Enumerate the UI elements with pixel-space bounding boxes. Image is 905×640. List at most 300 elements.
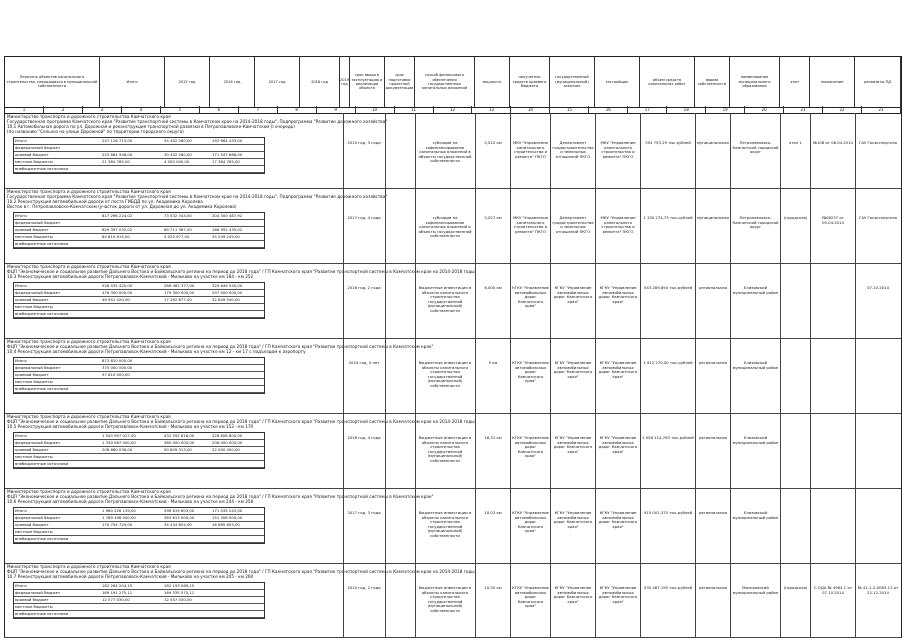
- finance-row: [14, 290, 264, 297]
- column-rule: [695, 563, 696, 637]
- finance-label: федеральный бюджет: [15, 440, 61, 445]
- table-header: [4, 56, 902, 108]
- cell-recipient: КГКУ "Управление автомобильных дорог Камчатского края": [512, 286, 549, 309]
- column-rule: [780, 338, 781, 413]
- cell-pd: ГАУ Госэкспертиза: [859, 141, 897, 145]
- section-heading-line: Министерство транспорта и дорожного строительства Камчатского края: [7, 189, 171, 194]
- column-number: 13: [472, 106, 511, 113]
- finance-total: 208 860 036,00: [102, 447, 133, 452]
- column-rule: [730, 488, 731, 563]
- column-rule: [385, 188, 386, 263]
- cell-power: 10,03 км: [484, 511, 502, 515]
- column-rule: [780, 413, 781, 488]
- column-rule: [695, 263, 696, 338]
- finance-2015: 12 557 030,00: [164, 597, 192, 602]
- finance-label: краевой бюджет: [15, 372, 49, 377]
- cell-builder: КГКУ "Управление автомобильных дорог Камчатского края": [598, 361, 638, 379]
- finance-2016: 329 849 540,00: [212, 283, 243, 288]
- finance-row: [14, 536, 264, 543]
- cell-stage: [782, 286, 809, 336]
- finance-2016: 151 306 500,00: [212, 515, 243, 520]
- header-cell: мощность: [475, 57, 510, 107]
- finance-row: [14, 447, 264, 454]
- header-cell: этап: [780, 57, 810, 107]
- header-cell: реквизиты ПД: [855, 57, 901, 107]
- cell-recipient: КГКУ "Управление автомобильных дорог Камчатского края": [512, 511, 549, 534]
- column-rule: [475, 488, 476, 563]
- finance-row: [14, 365, 264, 372]
- column-rule: [595, 338, 596, 413]
- finance-total: 225 664 948,00: [102, 152, 133, 157]
- column-rule: [855, 188, 856, 263]
- finance-label: федеральный бюджет: [15, 365, 61, 370]
- cell-municipality: Петропавловск-Камчатский городской округ: [732, 216, 779, 230]
- cell-customer: Департамент градостроительства и земельных отношений ПКГО: [552, 141, 594, 159]
- finance-label: краевой бюджет: [15, 597, 49, 602]
- finance-2015: 286 462 377,00: [164, 283, 195, 288]
- column-rule: [730, 563, 731, 637]
- finance-2016: 32 849 540,00: [212, 297, 240, 302]
- column-rule: [855, 338, 856, 413]
- cell-term: 2019 год, 5 лет: [348, 361, 380, 365]
- cell-ownership: региональная: [698, 361, 728, 365]
- column-number: 5: [161, 106, 200, 113]
- column-rule: [810, 188, 811, 263]
- finance-row: [14, 304, 264, 311]
- finance-row: [14, 583, 264, 590]
- column-rule: [780, 563, 781, 637]
- finance-total: 817 296 224,02: [102, 213, 133, 218]
- cell-stage: [782, 436, 809, 486]
- cell-pd: № 41-1-2-0063-13 от 22.12.2014: [857, 586, 899, 595]
- finance-label: внебюджетные источники: [15, 166, 69, 171]
- column-rule: [855, 413, 856, 488]
- finance-2015: 169 335 575,11: [164, 590, 195, 595]
- finance-row: [14, 145, 264, 152]
- finance-row: [14, 508, 264, 515]
- finance-total: 182 264 204,15: [102, 583, 133, 588]
- finance-2016: 166 952 435,02: [212, 227, 243, 232]
- cell-builder: КГКУ "Управление автомобильных дорог Камчатского края": [598, 286, 638, 304]
- finance-table: [13, 212, 265, 249]
- column-rule: [730, 188, 731, 263]
- finance-row: [14, 604, 264, 611]
- finance-label: краевой бюджет: [15, 227, 49, 232]
- cell-ownership: муниципальная: [697, 141, 729, 145]
- cell-stage: этап 1: [789, 141, 802, 145]
- finance-2016: 171 035 243,00: [212, 508, 243, 513]
- finance-label: федеральный бюджет: [15, 515, 61, 520]
- column-rule: [385, 563, 386, 637]
- finance-row: [14, 297, 264, 304]
- header-cell: 2017 год: [255, 57, 300, 107]
- finance-row: [14, 590, 264, 597]
- section-heading-line: 10.1 Автомобильная дорога по ул. Дорожная и реконструкция транспортной развязки в Петропавловске-Камчатском (I очередь): [7, 124, 295, 129]
- column-rule: [510, 188, 511, 263]
- column-rule: [695, 113, 696, 188]
- section-heading-line: Восток в г. Петропавловске-Камчатском (участок дороги от ул. Дорожная до ул. Академика Королева): [7, 204, 237, 209]
- cell-term: 2016 год, 2 года: [347, 286, 381, 290]
- column-rule: [475, 113, 476, 188]
- column-rule: [640, 338, 641, 413]
- section-heading-line: 10.4 Реконструкция автомобильной дороги Петропавловск-Камчатский - Мильково на участке км 12 - км 17 с подъездом к аэропорту: [7, 349, 306, 354]
- finance-label: краевой бюджет: [15, 447, 49, 452]
- section-heading-line: ФЦП "Экономическое и социальное развитие Дальнего Востока и Байкальского региона на период до 2018 года" / ГП Камчатского края "Развитие транспортной системы в Камчатском крае": [7, 494, 434, 499]
- finance-label: Итого: [15, 583, 27, 588]
- column-rule: [640, 488, 641, 563]
- column-rule: [855, 113, 856, 188]
- finance-2016: 171 547 668,00: [212, 152, 243, 157]
- cell-term: 2017 год, 3 года: [347, 511, 381, 515]
- column-rule: [730, 263, 731, 338]
- cell-term: 2015 год, 3 года: [347, 141, 381, 145]
- finance-row: [14, 358, 264, 365]
- column-rule: [385, 413, 386, 488]
- finance-row: [14, 386, 264, 393]
- finance-2016: 22 000 000,00: [212, 447, 240, 452]
- cell-builder: КГКУ "Управление автомобильных дорог Камчатского края": [598, 436, 638, 454]
- section-heading-line: ФЦП "Экономическое и социальное развитие Дальнего Востока и Байкальского региона на период до 2018 года" / ГП Камчатского края "Развитие транспортной системы в Камчатском крае на 2014-2018 годы": [7, 269, 477, 274]
- column-number: 6: [200, 106, 239, 113]
- finance-row: [14, 166, 264, 173]
- column-rule: [415, 338, 416, 413]
- column-number: 11: [395, 106, 434, 113]
- section-heading-line: ФЦП "Экономическое и социальное развитие Дальнего Востока и Байкальского региона на период до 2018 года" / ГП Камчатского края "Развитие транспортной системы в Камчатском крае": [7, 344, 434, 349]
- finance-label: внебюджетные источники: [15, 461, 69, 466]
- cell-pd: ГАУ Госэкспертиза: [859, 216, 897, 220]
- finance-label: Итого: [15, 433, 27, 438]
- column-rule: [343, 488, 344, 563]
- section-heading-line: Государственная программа Камчатского края "Развитие транспортной системы в Камчатском крае на 2014-2018 годы", Подпрограмма "Развитие дорожного хозяйства": [7, 119, 388, 124]
- finance-total: 872 810 000,00: [102, 358, 133, 363]
- header-cell: способ финансового обеспечения государственных капитальных вложений: [415, 57, 475, 107]
- cell-capital: 1 056 114,763 тыс.рублей: [642, 436, 694, 440]
- finance-2015: 179 300 000,00: [164, 290, 195, 295]
- column-number: 14: [511, 106, 550, 113]
- column-number: 4: [122, 106, 161, 113]
- cell-stage: [782, 511, 809, 561]
- header-cell: застройщик: [595, 57, 640, 107]
- section-heading-line: Министерство транспорта и дорожного строительства Камчатского края: [7, 114, 171, 119]
- finance-row: [14, 515, 264, 522]
- finance-2016: 204 300 487,92: [212, 213, 243, 218]
- column-rule: [510, 263, 511, 338]
- column-number: 23: [862, 106, 901, 113]
- column-rule: [810, 413, 811, 488]
- column-number: 12: [434, 106, 473, 113]
- column-rule: [550, 563, 551, 637]
- finance-2015: 50 809 313,00: [164, 447, 192, 452]
- column-rule: [855, 563, 856, 637]
- finance-row: [14, 461, 264, 468]
- project-section: [4, 413, 902, 489]
- header-cell: 2019 год: [340, 57, 350, 107]
- column-rule: [730, 338, 731, 413]
- column-rule: [595, 413, 596, 488]
- finance-row: [14, 597, 264, 604]
- cell-municipality: Петропавловск-Камчатский городской округ: [732, 141, 779, 155]
- cell-municipality: Елизовский муниципальный район: [732, 286, 779, 295]
- column-rule: [810, 263, 811, 338]
- finance-label: местные бюджеты: [15, 159, 53, 164]
- finance-2015: 54 452 280,00: [164, 138, 192, 143]
- finance-row: [14, 522, 264, 529]
- column-rule: [595, 188, 596, 263]
- column-number: 17: [628, 106, 667, 113]
- cell-power: 5,522 км: [484, 141, 502, 145]
- column-rule: [595, 263, 596, 338]
- finance-label: краевой бюджет: [15, 297, 49, 302]
- column-rule: [385, 338, 386, 413]
- cell-method: бюджетные инвестиции в объекты капитального строительства государственной (муниципальной) собственности: [418, 511, 472, 538]
- cell-method: бюджетные инвестиции в объекты капитального строительства государственной (муниципальной) собственности: [418, 361, 472, 388]
- finance-total: 1 789 496 000,00: [102, 515, 136, 520]
- finance-table: [13, 357, 265, 394]
- cell-builder: МКУ "Управление капитального строительства и ремонта" ПКГО: [600, 141, 636, 159]
- finance-row: [14, 379, 264, 386]
- column-rule: [343, 338, 344, 413]
- column-rule: [550, 488, 551, 563]
- finance-total: 49 951 420,00: [102, 297, 130, 302]
- cell-power: 10,50 км: [484, 586, 502, 590]
- column-rule: [730, 113, 731, 188]
- column-rule: [640, 188, 641, 263]
- finance-label: местные бюджеты: [15, 604, 53, 609]
- column-rule: [730, 413, 731, 488]
- cell-method: бюджетные инвестиции в объекты капитального строительства государственной (муниципальной) собственности: [418, 436, 472, 463]
- column-rule: [475, 263, 476, 338]
- finance-label: внебюджетные источники: [15, 536, 69, 541]
- finance-total: 1 540 957 027,00: [102, 433, 136, 438]
- finance-label: Итого: [15, 213, 27, 218]
- column-rule: [640, 413, 641, 488]
- cell-power: 5,027 км: [484, 216, 502, 220]
- finance-total: 629 397 032,02: [102, 227, 133, 232]
- finance-2015: 4 000 000,00: [164, 159, 190, 164]
- section-heading-line: Министерство транспорта и дорожного строительства Камчатского края: [7, 414, 171, 419]
- finance-label: внебюджетные источники: [15, 386, 69, 391]
- section-heading-line: Министерство транспорта и дорожного строительства Камчатского края: [7, 339, 171, 344]
- finance-label: федеральный бюджет: [15, 220, 61, 225]
- finance-table: [13, 432, 265, 469]
- project-section: [4, 263, 902, 339]
- finance-row: [14, 159, 264, 166]
- cell-method: субсидии на софинансирование капитальных вложений в объекты государственной собственности: [418, 141, 472, 164]
- finance-label: Итого: [15, 358, 27, 363]
- finance-label: внебюджетные источники: [15, 611, 69, 616]
- finance-row: [14, 283, 264, 290]
- column-rule: [780, 263, 781, 338]
- column-rule: [595, 488, 596, 563]
- column-number: 3: [83, 106, 122, 113]
- cell-power: 18,31 км: [484, 436, 502, 440]
- cell-ownership: региональная: [698, 286, 728, 290]
- cell-capital: 1 150 274,73 тыс.рублей: [643, 216, 693, 220]
- finance-label: местные бюджеты: [15, 379, 53, 384]
- finance-row: [14, 234, 264, 241]
- finance-label: местные бюджеты: [15, 454, 53, 459]
- column-number: 19: [706, 106, 745, 113]
- column-rule: [415, 488, 416, 563]
- finance-row: [14, 138, 264, 145]
- cell-recipient: КГКУ "Управление автомобильных дорог Камчатского края": [512, 586, 549, 609]
- project-section: [4, 488, 902, 564]
- column-number: 15: [550, 106, 589, 113]
- column-rule: [695, 413, 696, 488]
- finance-label: Итого: [15, 508, 27, 513]
- section-heading-line: 10.6 Реконструкция автомобильной дороги Петропавловск-Камчатский - Мильково на участке км 244 - км 258: [7, 499, 254, 504]
- column-number: 2: [44, 106, 83, 113]
- finance-total: 247 116 713,00: [102, 138, 133, 143]
- cell-capital: 543 289,894 тыс.рублей: [643, 286, 693, 290]
- project-section: [4, 113, 902, 189]
- cell-stage: (городская): [783, 216, 808, 220]
- header-cell: наименование муниципального образования: [730, 57, 780, 107]
- column-rule: [343, 188, 344, 263]
- cell-method: субсидии на софинансирование капитальных вложений в объекты государственной собственности: [418, 216, 472, 239]
- finance-row: [14, 433, 264, 440]
- cell-ownership: региональная: [698, 586, 728, 590]
- finance-2015: 30 452 280,00: [164, 152, 192, 157]
- column-rule: [415, 563, 416, 637]
- finance-label: внебюджетные источники: [15, 241, 69, 246]
- cell-municipality: Мильковский муниципальный район: [732, 586, 779, 595]
- finance-row: [14, 213, 264, 220]
- cell-conclusion: №08237 от 05.04.2014: [822, 216, 844, 225]
- cell-pd: [857, 361, 899, 411]
- cell-pd: [857, 511, 899, 561]
- column-rule: [415, 188, 416, 263]
- column-rule: [385, 113, 386, 188]
- column-number: 16: [589, 106, 628, 113]
- finance-2015: 34 434 854,00: [164, 522, 192, 527]
- finance-total: 375 000 000,00: [102, 365, 133, 370]
- column-number: 22: [823, 106, 862, 113]
- column-rule: [510, 113, 511, 188]
- cell-ownership: региональная: [698, 511, 728, 515]
- cell-term: 2018 год, 4 года: [347, 436, 381, 440]
- cell-pd: [857, 436, 899, 486]
- finance-row: [14, 372, 264, 379]
- cell-capital: 915 001,375 тыс.рублей: [643, 511, 693, 515]
- section-heading-line: 10.2 Реконструкция автомобильной дороги от поста ГИБДД по ул. Академика Королева: [7, 199, 203, 204]
- column-rule: [550, 188, 551, 263]
- cell-builder: МКУ "Управление капитального строительства и ремонта" ПКГО: [600, 216, 636, 234]
- column-rule: [415, 413, 416, 488]
- finance-label: федеральный бюджет: [15, 590, 61, 595]
- finance-2016: 16 665 603,00: [212, 522, 240, 527]
- column-rule: [595, 113, 596, 188]
- column-rule: [640, 113, 641, 188]
- column-rule: [695, 188, 696, 263]
- cell-recipient: КГКУ "Управление автомобильных дорог Камчатского края": [512, 436, 549, 459]
- section-heading-line: ФЦП "Экономическое и социальное развитие Дальнего Востока и Байкальского региона на период до 2018 года" / ГП Камчатского края "Развитие транспортной системы в Камчатском крае на 2014-2018 годы": [7, 569, 477, 574]
- column-number: 18: [667, 106, 706, 113]
- cell-customer: КГКУ "Управление автомобильных дорог Камчатского края": [553, 436, 593, 454]
- cell-method: бюджетные инвестиции в объекты капитального строительства государственной (муниципальной) собственности: [418, 586, 472, 613]
- finance-2016: 297 000 000,00: [212, 290, 243, 295]
- finance-label: внебюджетные источники: [15, 311, 69, 316]
- finance-label: Итого: [15, 138, 27, 143]
- project-section: [4, 563, 902, 638]
- finance-table: [13, 137, 265, 174]
- finance-label: федеральный бюджет: [15, 145, 61, 150]
- cell-ownership: муниципальная: [697, 216, 729, 220]
- finance-total: 169 191 275,11: [102, 590, 133, 595]
- header-cell: форма собственности: [695, 57, 730, 107]
- cell-conclusion: [812, 286, 854, 336]
- column-rule: [780, 488, 781, 563]
- column-rule: [415, 113, 416, 188]
- column-rule: [855, 263, 856, 338]
- finance-2015: 73 532 344,00: [164, 213, 192, 218]
- header-cell: Перечень объектов капитального строительства, находящихся в муниципальной собственности: [5, 57, 100, 107]
- column-rule: [385, 488, 386, 563]
- header-cell: 2018 год: [300, 57, 340, 107]
- finance-table: [13, 582, 265, 619]
- finance-total: 476 300 000,00: [102, 290, 133, 295]
- column-rule: [415, 263, 416, 338]
- cell-conclusion: [812, 436, 854, 486]
- finance-2015: 398 619 803,00: [164, 508, 195, 513]
- finance-table: [13, 507, 265, 544]
- finance-2015: 17 162 877,00: [164, 297, 192, 302]
- finance-2015: 69 711 367,00: [164, 227, 192, 232]
- finance-row: [14, 611, 264, 618]
- finance-2015: 182 193 069,15: [164, 583, 195, 588]
- column-rule: [510, 563, 511, 637]
- header-cell: срок подготовки проектной документации: [385, 57, 415, 107]
- column-rule: [640, 263, 641, 338]
- finance-total: 526 535 420,00: [102, 283, 133, 288]
- finance-row: [14, 454, 264, 461]
- section-heading-line: Министерство транспорта и дорожного строительства Камчатского края: [7, 264, 171, 269]
- finance-total: 170 754 729,00: [102, 522, 133, 527]
- column-rule: [780, 188, 781, 263]
- cell-pd: 07.10.2014: [867, 286, 889, 290]
- cell-capital: 304 753,29 тыс.рублей: [645, 141, 691, 145]
- section-heading-line: Министерство транспорта и дорожного строительства Камчатского края: [7, 489, 171, 494]
- column-rule: [510, 413, 511, 488]
- finance-row: [14, 241, 264, 248]
- finance-label: краевой бюджет: [15, 152, 49, 157]
- column-rule: [810, 563, 811, 637]
- finance-row: [14, 152, 264, 159]
- column-rule: [810, 488, 811, 563]
- column-number: 21: [784, 106, 823, 113]
- column-rule: [640, 563, 641, 637]
- finance-2016: 228 808 800,00: [212, 433, 243, 438]
- section-heading-line: Государственная программа Камчатского края "Развитие транспортной системы в Камчатском крае на 2014-2018 годы", Подпрограмма "Развитие дорожного хозяйства": [7, 194, 388, 199]
- column-number: 10: [356, 106, 395, 113]
- cell-customer: КГКУ "Управление автомобильных дорог Камчатского края": [553, 361, 593, 379]
- cell-power: 5 км: [488, 361, 498, 365]
- column-number: 8: [278, 106, 317, 113]
- column-number: 7: [239, 106, 278, 113]
- cell-municipality: Елизовский муниципальный район: [732, 361, 779, 370]
- column-rule: [780, 113, 781, 188]
- cell-term: 2015 год, 2 года: [347, 586, 381, 590]
- finance-row: [14, 227, 264, 234]
- column-rule: [595, 563, 596, 637]
- finance-total: 1 330 087 000,00: [102, 440, 136, 445]
- header-cell: заключение: [810, 57, 855, 107]
- finance-total: 21 384 765,00: [102, 159, 130, 164]
- column-rule: [695, 488, 696, 563]
- cell-conclusion: С-ОДА № 4984 С от 07.10.2014: [813, 586, 853, 595]
- finance-total: 57 810 000,00: [102, 372, 130, 377]
- finance-label: федеральный бюджет: [15, 290, 61, 295]
